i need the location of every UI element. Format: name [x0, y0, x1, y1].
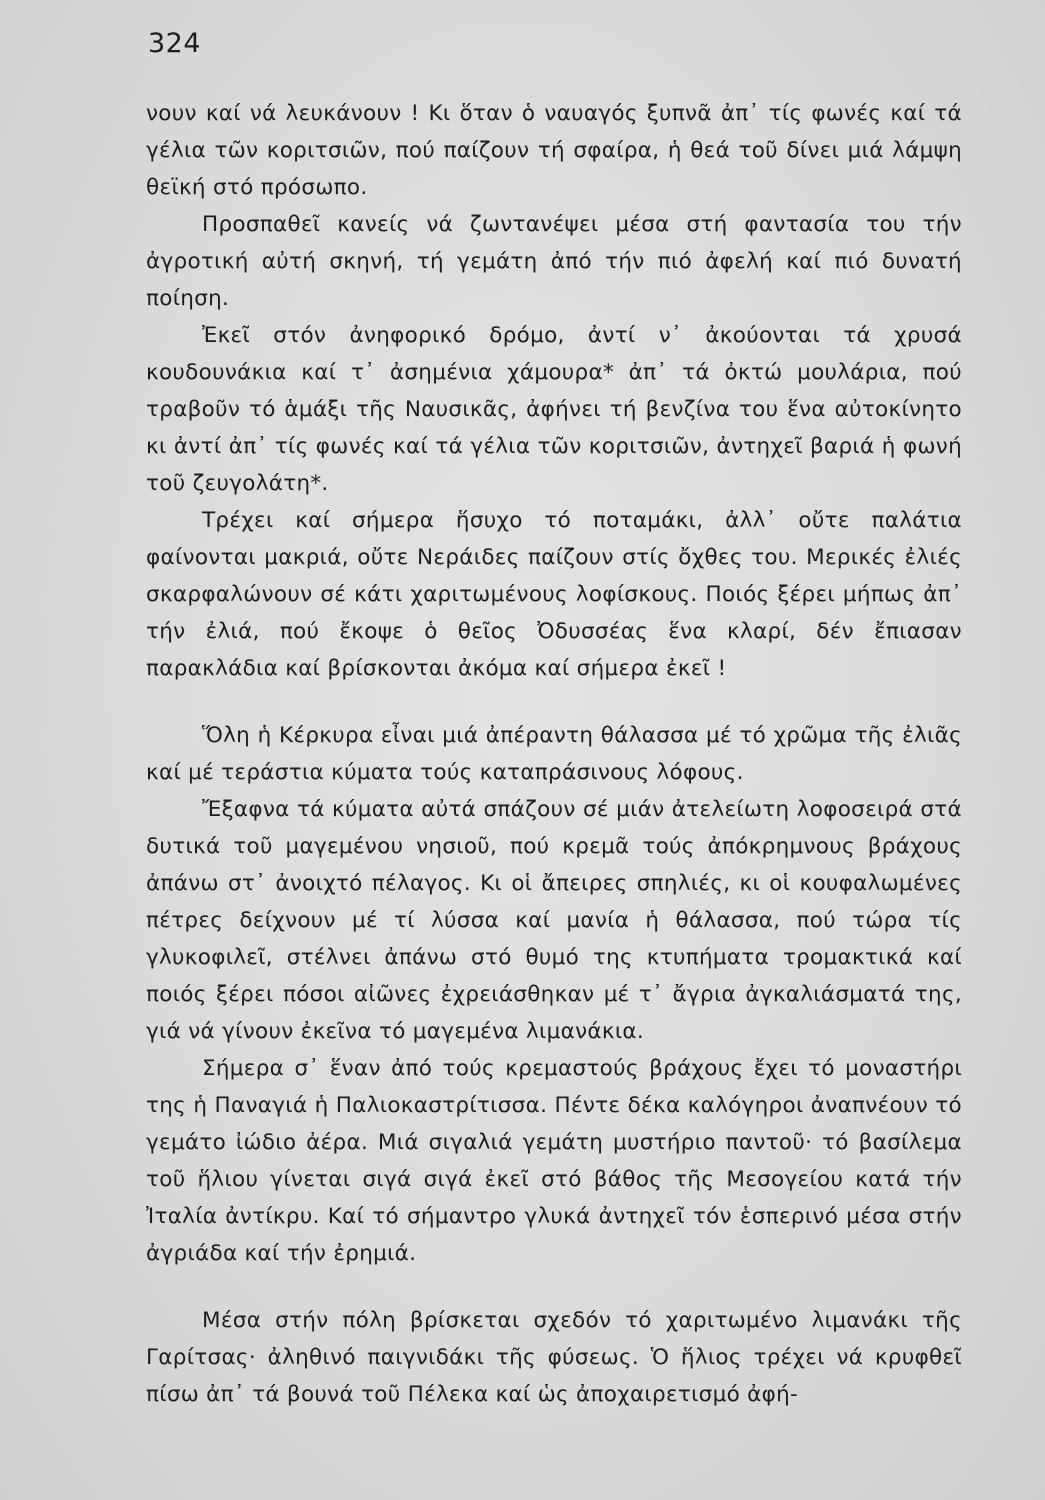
paragraph-3: Ἐκεῖ στόν ἀνηφορικό δρόμο, ἀντί ν᾿ ἀκούονται τά χρυσά κουδουνάκια καί τ᾿ ἀσημένια χάμουρα* ἀπ᾿ τά ὀκτώ μουλάρια, πού τραβοῦν τό ἁμάξι τῆς Ναυσικᾶς, ἀφήνει τή βενζίνα του ἕνα αὐτοκίνητο κι ἀντί ἀπ᾿ τίς φωνές καί τά γέλια τῶν κοριτσιῶν, ἀντηχεῖ βαριά ἡ φωνή τοῦ ζευγολάτη*. [146, 323, 962, 496]
paragraph-5: Ὅλη ἡ Κέρκυρα εἶναι μιά ἀπέραντη θάλασσα μέ τό χρῶμα τῆς ἐλιᾶς καί μέ τεράστια κύματα τούς καταπράσινους λόφους. [146, 723, 962, 785]
paragraph-4: Τρέχει καί σήμερα ἥσυχο τό ποταμάκι, ἀλλ᾿ οὔτε παλάτια φαίνονται μακριά, οὔτε Νεράιδες παίζουν στίς ὄχθες του. Μερικές ἐλιές σκαρφαλώνουν σέ κάτι χαριτωμένους λοφίσκους. Ποιός ξέρει μήπως ἀπ᾿ τήν ἐλιά, πού ἔκοψε ὁ θεῖος Ὀδυσσέας ἕνα κλαρί, δέν ἔπιασαν παρακλάδια καί βρίσκονται ἀκόμα καί σήμερα ἐκεῖ ! [146, 508, 962, 681]
paragraph-1: νουν καί νά λευκάνουν ! Κι ὅταν ὁ ναυαγός ξυπνᾶ ἀπ᾿ τίς φωνές καί τά γέλια τῶν κοριτσιῶν, πού παίζουν τή σφαίρα, ἡ θεά τοῦ δίνει μιά λάμψη θεϊκή στό πρόσωπο. [146, 101, 962, 200]
page-number: 324 [148, 28, 202, 59]
paragraph-8: Μέσα στήν πόλη βρίσκεται σχεδόν τό χαριτωμένο λιμανάκι τῆς Γαρίτσας· ἀληθινό παιγνιδάκι τῆς φύσεως. Ὁ ἥλιος τρέχει νά κρυφθεῖ πίσω ἀπ᾿ τά βουνά τοῦ Πέλεκα καί ὡς ἀποχαιρετισμό ἀφή- [146, 1308, 962, 1407]
paragraph-7: Σήμερα σ᾿ ἕναν ἀπό τούς κρεμαστούς βράχους ἔχει τό μοναστήρι της ἡ Παναγιά ἡ Παλιοκαστρίτισσα. Πέντε δέκα καλόγηροι ἀναπνέουν τό γεμάτο ἰώδιο ἀέρα. Μιά σιγαλιά γεμάτη μυστήριο παντοῦ· τό βασίλεμα τοῦ ἥλιου γίνεται σιγά σιγά ἐκεῖ στό βάθος τῆς Μεσογείου κατά τήν Ἰταλία ἀντίκρυ. Καί τό σήμαντρο γλυκά ἀντηχεῖ τόν ἑσπερινό μέσα στήν ἀγριάδα καί τήν ἐρημιά. [146, 1056, 962, 1266]
paragraph-6: Ἔξαφνα τά κύματα αὐτά σπάζουν σέ μιάν ἀτελείωτη λοφοσειρά στά δυτικά τοῦ μαγεμένου νησιοῦ, πού κρεμᾶ τούς ἀπόκρημνους βράχους ἀπάνω στ᾿ ἀνοιχτό πέλαγος. Κι οἱ ἄπειρες σπηλιές, κι οἱ κουφαλωμένες πέτρες δείχνουν μέ τί λύσσα καί μανία ἡ θάλασσα, πού τώρα τίς γλυκοφιλεῖ, στέλνει ἀπάνω στό θυμό της κτυπήματα τρομακτικά καί ποιός ξέρει πόσοι αἰῶνες ἐχρειάσθηκαν μέ τ᾿ ἄγρια ἀγκαλιάσματά της, γιά νά γίνουν ἐκεῖνα τό μαγεμένα λιμανάκια. [146, 797, 962, 1044]
paragraph-2: Προσπαθεῖ κανείς νά ζωντανέψει μέσα στή φαντασία του τήν ἀγροτική αὐτή σκηνή, τή γεμάτη ἀπό τήν πιό ἀφελή καί πιό δυνατή ποίηση. [146, 212, 962, 311]
body-text [146, 95, 962, 1413]
